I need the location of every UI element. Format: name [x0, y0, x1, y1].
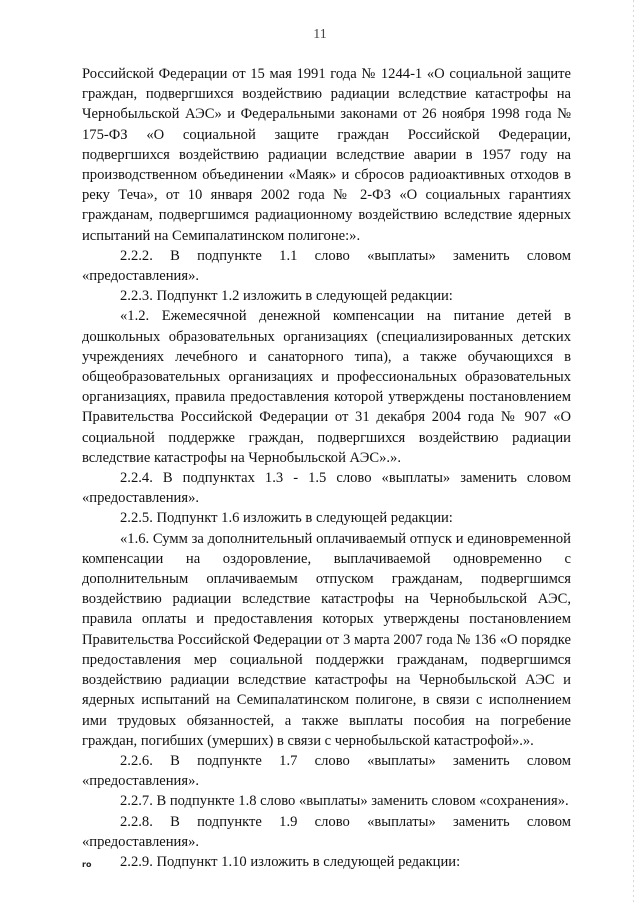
- paragraph-2-2-3: 2.2.3. Подпункт 1.2 изложить в следующей редакции:: [120, 288, 453, 305]
- paragraph-2-2-4: 2.2.4. В подпунктах 1.3 - 1.5 слово «выплаты» заменить словом «предоставления».: [82, 470, 571, 507]
- paragraph-quote-1-2: «1.2. Ежемесячной денежной компенсации на питание детей в дошкольных образовательных организациях (специализированных детских учреждениях лечебного и санаторного типа), а также обучающихся в общеобразовательных организациях и профессиональных образовательных организациях, правила предоставления которой утверждены постановлением Правительства Российской Федерации от 31 декабря 2004 года № 907 «О социальной поддержке граждан, подвергшихся воздействию радиации вследствие катастрофы на Чернобыльской АЭС».».: [82, 308, 571, 466]
- paragraph-quote-1-6: «1.6. Сумм за дополнительный оплачиваемый отпуск и единовременной компенсации на оздоровление, выплачиваемой одновременно с дополнительным оплачиваемым отпуском гражданам, подвергшимся воздействию радиации вследствие катастрофы на Чернобыльской АЭС, правила оплаты и предоставления которых утверждены постановлением Правительства Российской Федерации от 3 марта 2007 года № 136 «О порядке предоставления мер социальной поддержки гражданам, подвергшимся воздействию радиации вследствие катастрофы на Чернобыльской АЭС и ядерных испытаний на Семипалатинском полигоне, в связи с исполнением ими трудовых обязанностей, а также выплаты пособия на погребение граждан, погибших (умерших) в связи с чернобыльской катастрофой».».: [82, 530, 571, 749]
- document-body: [82, 64, 571, 872]
- paragraph-2-2-8: 2.2.8. В подпункте 1.9 слово «выплаты» заменить словом «предоставления».: [82, 813, 571, 850]
- paragraph-2-2-2: 2.2.2. В подпункте 1.1 слово «выплаты» заменить словом «предоставления».: [82, 247, 571, 285]
- page-number: 11: [313, 27, 327, 42]
- paragraph-2-2-6: 2.2.6. В подпункте 1.7 слово «выплаты» заменить словом «предоставления».: [82, 752, 571, 790]
- footer-mark: ro: [82, 860, 92, 869]
- paragraph-2-2-9: 2.2.9. Подпункт 1.10 изложить в следующей редакции:: [120, 853, 461, 870]
- paragraph-2-2-5: 2.2.5. Подпункт 1.6 изложить в следующей редакции:: [120, 510, 453, 527]
- paragraph-2-2-7: 2.2.7. В подпункте 1.8 слово «выплаты» заменить словом «сохранения».: [120, 793, 569, 810]
- scan-edge-line: [633, 0, 634, 905]
- paragraph-continuation: Российской Федерации от 15 мая 1991 года № 1244-1 «О социальной защите граждан, подвергшихся воздействию радиации вследствие катастрофы на Чернобыльской АЭС» и Федеральными законами от 26 ноября 1998 года № 175-ФЗ «О социальной защите граждан Российской Федерации, подвергшихся воздействию радиации вследствие аварии в 1957 году на производственном объединении «Маяк» и сбросов радиоактивных отходов в реку Теча», от 10 января 2002 года № 2-ФЗ «О социальных гарантиях гражданам, подвергшимся радиационному воздействию вследствие ядерных испытаний на Семипалатинском полигоне:».: [82, 66, 571, 244]
